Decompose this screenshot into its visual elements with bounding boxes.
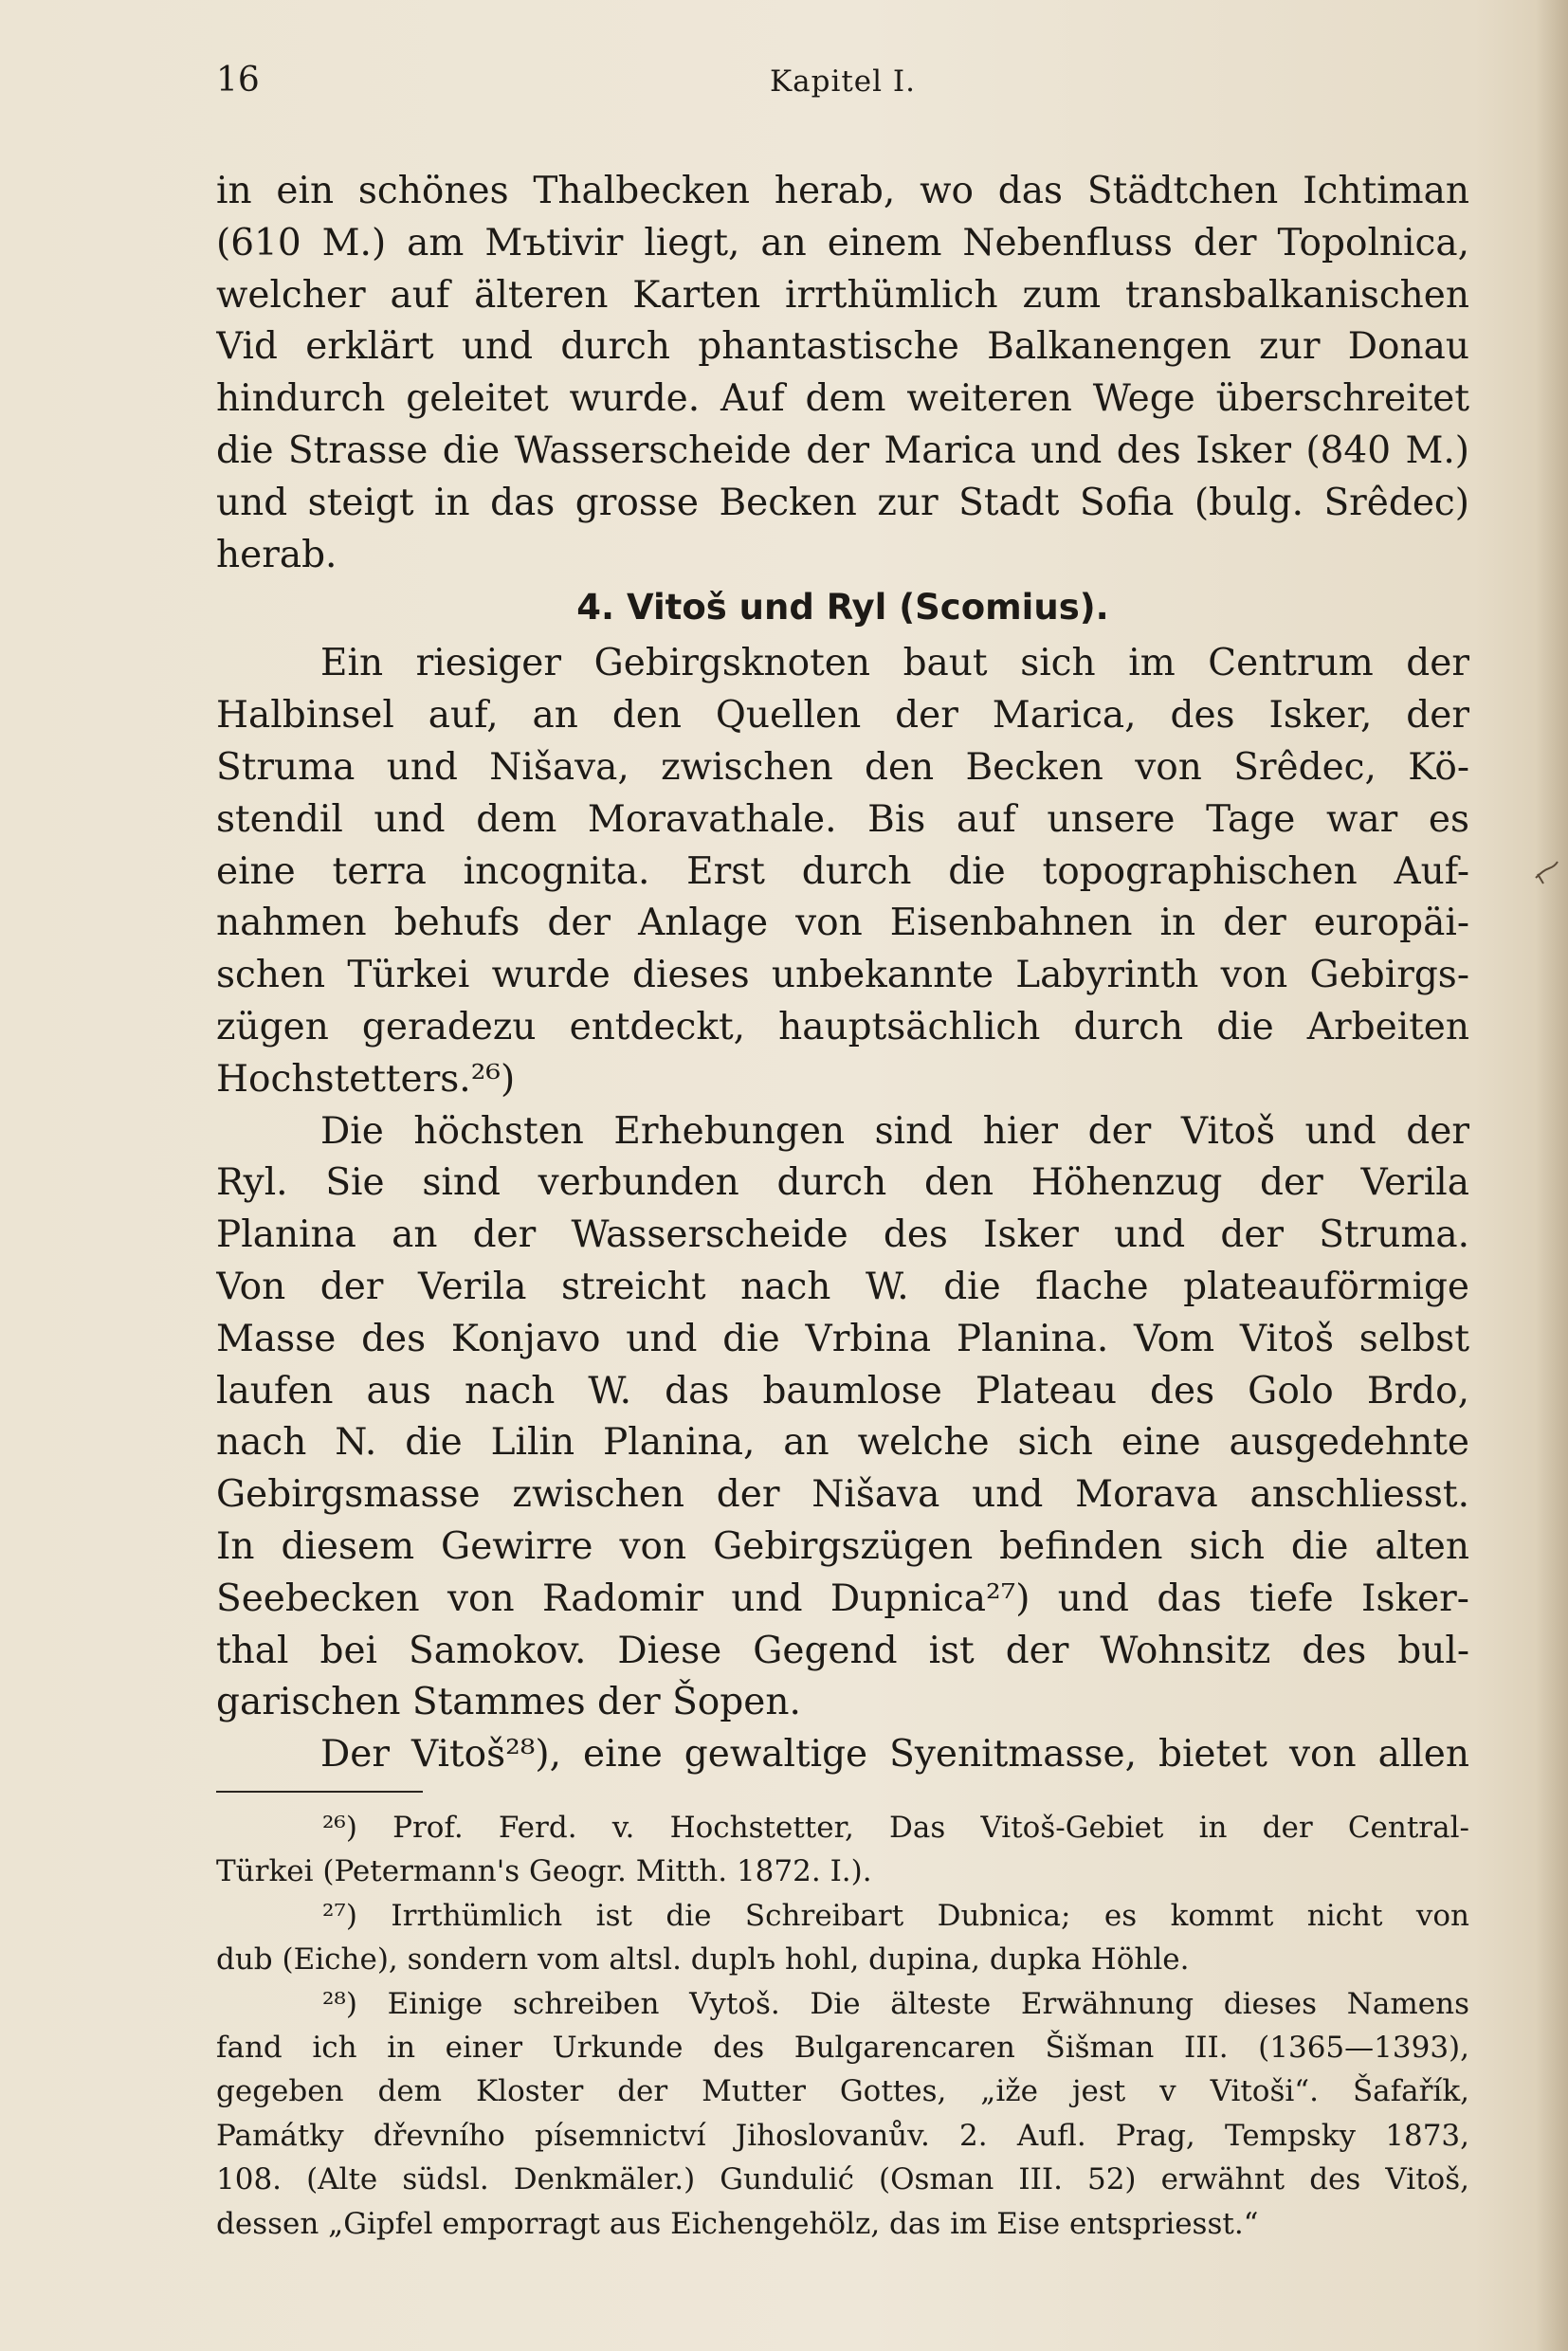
text-line: laufen aus nach W. das baumlose Plateau des Golo Brdo, bbox=[216, 1369, 1469, 1412]
footnote-line: ²⁷) Irrthümlich ist die Schreibart Dubnica; es kommt nicht von bbox=[322, 1898, 1469, 1933]
text-line: herab. bbox=[216, 533, 337, 576]
footnotes bbox=[216, 1806, 1469, 2246]
footnote-line: dub (Eiche), sondern vom altsl. duplъ hohl, dupina, dupka Höhle. bbox=[216, 1942, 1190, 1977]
text-line: Von der Verila streicht nach W. die flache plateauförmige bbox=[216, 1265, 1469, 1308]
text-line: nach N. die Lilin Planina, an welche sich eine ausgedehnte bbox=[216, 1421, 1469, 1465]
page-header bbox=[216, 61, 1469, 114]
text-line: die Strasse die Wasserscheide der Marica und des Isker (840 M.) bbox=[216, 428, 1469, 472]
text-line: stendil und dem Moravathale. Bis auf unsere Tage war es bbox=[216, 797, 1469, 841]
text-line: welcher auf älteren Karten irrthümlich zum transbalkanischen bbox=[216, 273, 1469, 317]
footnote-rule bbox=[216, 1791, 423, 1793]
text-line: (610 M.) am Mъtivir liegt, an einem Nebenfluss der Topolnica, bbox=[216, 221, 1469, 264]
footnote-line: dessen „Gipfel emporragt aus Eichengehölz, das im Eise entspriesst.“ bbox=[216, 2206, 1259, 2241]
text-line: nahmen behufs der Anlage von Eisenbahnen in der europäi- bbox=[216, 902, 1469, 945]
text-line: Vid erklärt und durch phantastische Balkanengen zur Donau bbox=[216, 325, 1469, 369]
footnote-line: ²⁸) Einige schreiben Vytoš. Die älteste Erwähnung dieses Namens bbox=[322, 1986, 1469, 2021]
footnote-line: fand ich in einer Urkunde des Bulgarencaren Šišman III. (1365—1393), bbox=[216, 2030, 1469, 2065]
text-line: Hochstetters.²⁶) bbox=[216, 1057, 516, 1101]
text-line: Masse des Konjavo und die Vrbina Planina. Vom Vitoš selbst bbox=[216, 1317, 1469, 1360]
text-line: Seebecken von Radomir und Dupnica²⁷) und das tiefe Isker- bbox=[216, 1576, 1469, 1620]
text-line: In diesem Gewirre von Gebirgszügen befinden sich die alten bbox=[216, 1524, 1469, 1568]
section-heading: 4. Vitoš und Ryl (Scomius). bbox=[576, 587, 1109, 629]
text-line: hindurch geleitet wurde. Auf dem weiteren Wege überschreitet bbox=[216, 377, 1469, 421]
footnote-line: gegeben dem Kloster der Mutter Gottes, „iže jest v Vitoši“. Šafařík, bbox=[216, 2074, 1469, 2109]
footnote-line: Památky dřevního písemnictví Jihoslovanův. 2. Aufl. Prag, Tempsky 1873, bbox=[216, 2118, 1469, 2153]
footnote-line: 108. (Alte südsl. Denkmäler.) Gundulić (Osman III. 52) erwähnt des Vitoš, bbox=[216, 2162, 1469, 2197]
text-line: thal bei Samokov. Diese Gegend ist der Wohnsitz des bul- bbox=[216, 1629, 1469, 1672]
main-text bbox=[216, 166, 1469, 1781]
footnote-line: Türkei (Petermann's Geogr. Mitth. 1872. I.). bbox=[216, 1854, 872, 1889]
text-line: Gebirgsmasse zwischen der Nišava und Morava anschliesst. bbox=[216, 1473, 1469, 1517]
text-line: in ein schönes Thalbecken herab, wo das Städtchen Ichtiman bbox=[216, 170, 1469, 212]
text-line: und steigt in das grosse Becken zur Stadt Sofia (bulg. Srêdec) bbox=[216, 481, 1469, 524]
pencil-mark-icon bbox=[1534, 859, 1560, 887]
footnote-line: ²⁶) Prof. Ferd. v. Hochstetter, Das Vitoš-Gebiet in der Central- bbox=[322, 1811, 1469, 1845]
page-number: 16 bbox=[216, 61, 260, 100]
text-line: zügen geradezu entdeckt, hauptsächlich durch die Arbeiten bbox=[216, 1005, 1469, 1048]
text-line: Halbinsel auf, an den Quellen der Marica, des Isker, der bbox=[216, 694, 1469, 738]
text-line: Die höchsten Erhebungen sind hier der Vitoš und der bbox=[320, 1109, 1469, 1153]
page-edge-shadow bbox=[1536, 0, 1568, 2351]
text-line: Planina an der Wasserscheide des Isker und der Struma. bbox=[216, 1213, 1469, 1257]
running-title: Kapitel I. bbox=[769, 64, 917, 99]
text-line: garischen Stammes der Šopen. bbox=[216, 1681, 801, 1724]
text-line: Der Vitoš²⁸), eine gewaltige Syenitmasse, bietet von allen bbox=[320, 1733, 1469, 1777]
text-line: Ryl. Sie sind verbunden durch den Höhenzug der Verila bbox=[216, 1161, 1469, 1205]
text-line: schen Türkei wurde dieses unbekannte Labyrinth von Gebirgs- bbox=[216, 954, 1469, 997]
text-line: Ein riesiger Gebirgsknoten baut sich im Centrum der bbox=[320, 642, 1469, 685]
text-line: Struma und Nišava, zwischen den Becken von Srêdec, Kö- bbox=[216, 745, 1469, 789]
text-line: eine terra incognita. Erst durch die topographischen Auf- bbox=[216, 849, 1469, 893]
